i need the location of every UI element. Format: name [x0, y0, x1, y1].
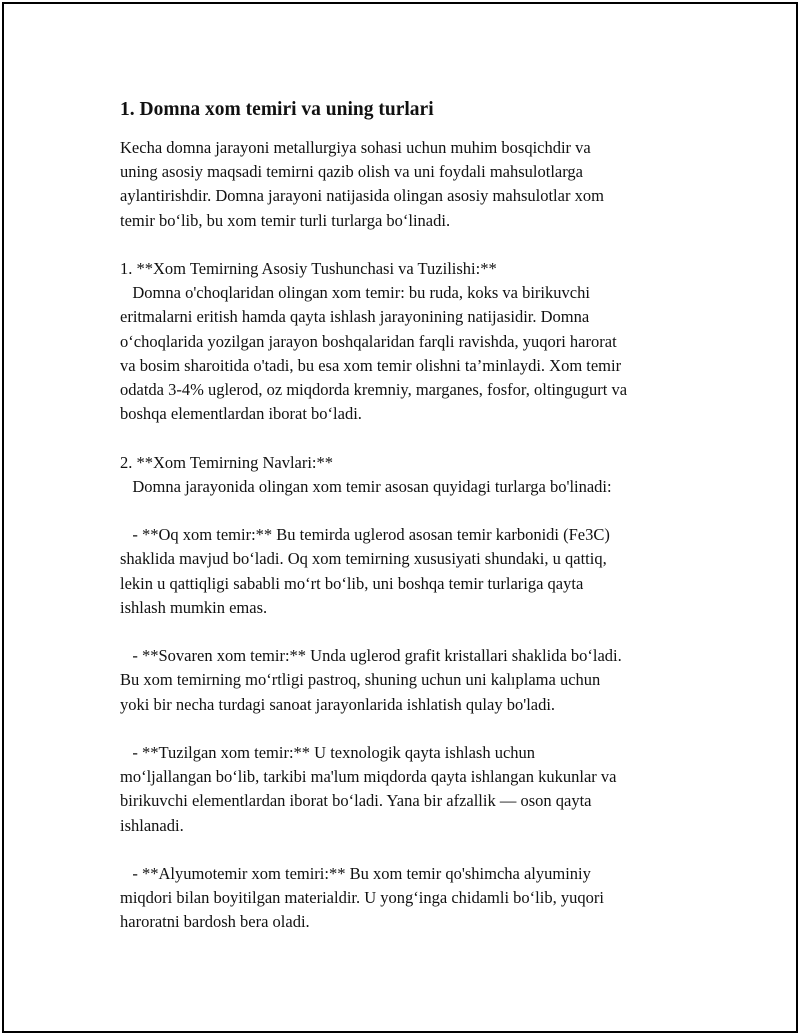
document-body	[120, 97, 700, 935]
intro-paragraph: Kecha domna jarayoni metallurgiya sohasi uchun muhim bosqichdir va uning asosiy maqsadi temirni qazib olish va uni foydali mahsulotlarga aylantirishdir. Domna jarayoni natijasida olingan asosiy mahsulotlar xom temir bo‘lib, bu xom temir turli turlarga bo‘linadi.	[120, 138, 604, 230]
list-item-tuzilgan-xom-temir: - **Tuzilgan xom temir:** U texnologik qayta ishlash uchun mo‘ljallangan bo‘lib, tarkibi ma'lum miqdorda qayta ishlangan kukunlar va birikuvchi elementlardan iborat bo‘ladi. Yana bir afzallik — oson qayta ishlanadi.	[120, 743, 617, 835]
list-item-sovaren-xom-temir: - **Sovaren xom temir:** Unda uglerod grafit kristallari shaklida bo‘ladi. Bu xom temirning mo‘rtligi pastroq, shuning uchun uni kalıplama uchun yoki bir necha turdagi sanoat jarayonlarida ishlatish qulay bo'ladi.	[120, 646, 622, 714]
page-frame	[2, 2, 798, 1033]
list-item-alyumotemir-xom-temiri: - **Alyumotemir xom temiri:** Bu xom temir qo'shimcha alyuminiy miqdori bilan boyitilgan materialdir. U yong‘inga chidamli bo‘lib, yuqori haroratni bardosh bera oladi.	[120, 864, 604, 932]
section-1-paragraph: 1. **Xom Temirning Asosiy Tushunchasi va Tuzilishi:** Domna o'choqlaridan olingan xom temir: bu ruda, koks va birikuvchi eritmalarni eritish hamda qayta ishlash jarayonining natijasidir. Domna o‘choqlarida yozilgan jarayon boshqalaridan farqli ravishda, yuqori harorat va bosim sharoitida o'tadi, bu esa xom temir olishni ta’minlaydi. Xom temir odatda 3-4% uglerod, oz miqdorda kremniy, marganes, fosfor, oltingugurt va boshqa elementlardan iborat bo‘ladi.	[120, 259, 628, 424]
list-item-oq-xom-temir: - **Oq xom temir:** Bu temirda uglerod asosan temir karbonidi (Fe3C) shaklida mavjud bo‘ladi. Oq xom temirning xususiyati shundaki, u qattiq, lekin u qattiqligi sababli mo‘rt bo‘lib, uni boshqa temir turlariga qayta ishlash mumkin emas.	[120, 525, 610, 617]
document-title: 1. Domna xom temiri va uning turlari	[120, 99, 434, 120]
section-2-paragraph: 2. **Xom Temirning Navlari:** Domna jarayonida olingan xom temir asosan quyidagi turlarga bo'linadi:	[120, 452, 612, 496]
